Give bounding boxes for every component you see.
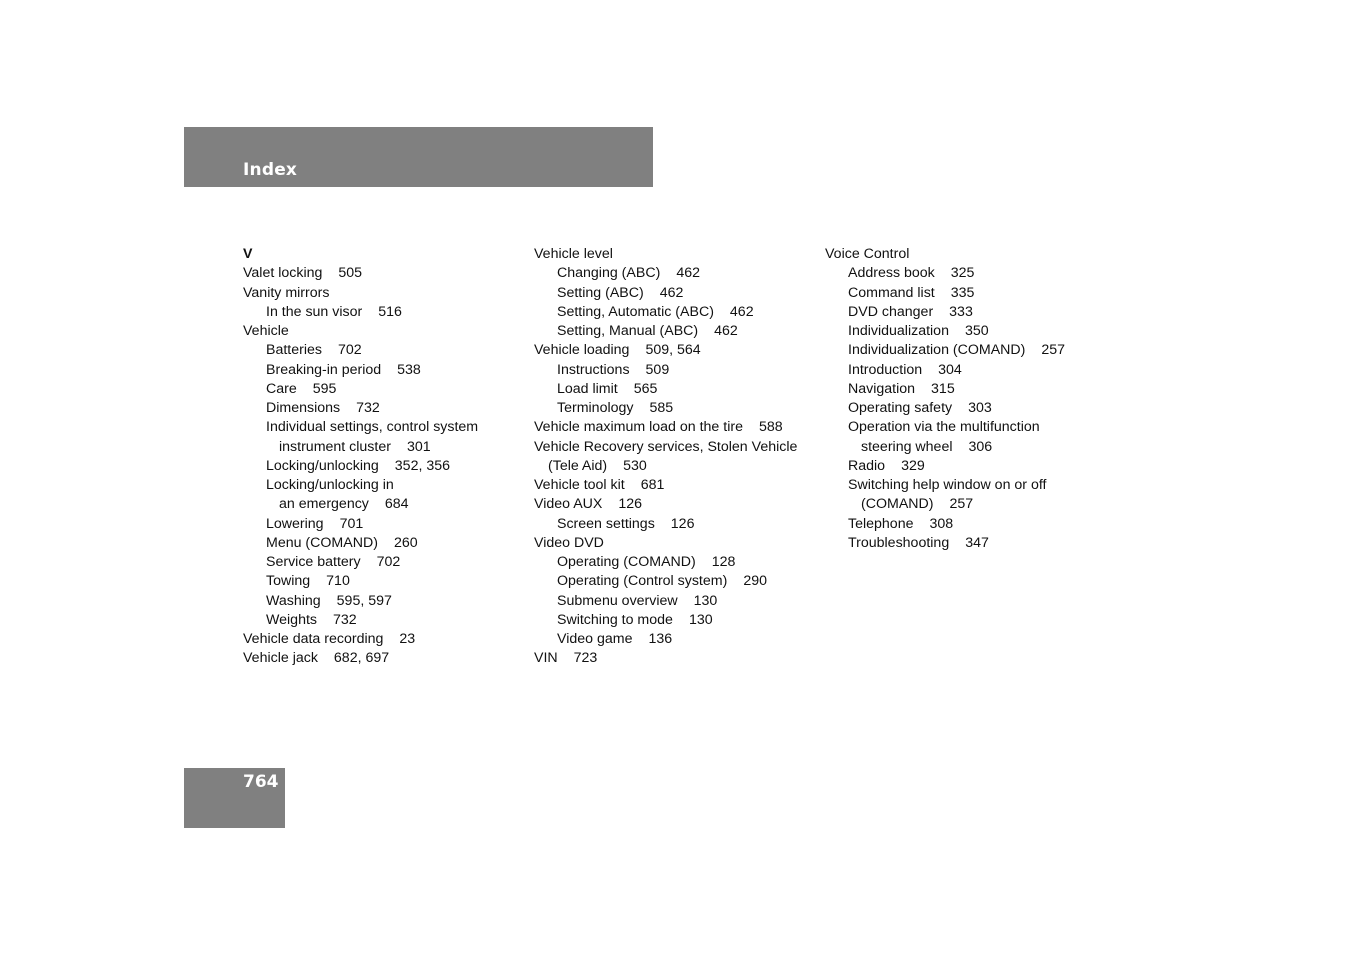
entry-text: Instructions (557, 361, 630, 378)
entry-text: Batteries (266, 342, 322, 359)
page-ref: 126 (670, 515, 695, 532)
page-ref: 509, 564 (645, 342, 701, 359)
page-ref: 684 (384, 496, 409, 513)
header-bar (184, 127, 653, 187)
entry-text: Dimensions (266, 400, 341, 416)
entry-text: Vehicle maximum load on the tire (534, 419, 743, 436)
index-column-2 (534, 245, 797, 669)
page-ref: 352, 356 (394, 457, 451, 474)
index-subentry (825, 341, 1065, 360)
entry-text: instrument cluster (279, 438, 391, 455)
page-ref: 538 (397, 361, 421, 378)
page-ref: 462 (729, 303, 754, 320)
page-ref: 682, 697 (333, 650, 390, 667)
index-subentry (243, 592, 478, 611)
page-number: 764 (243, 772, 279, 792)
entry-text: Vehicle loading (534, 342, 630, 359)
index-subentry (534, 361, 797, 380)
page-ref: 303 (968, 400, 992, 416)
page-ref: 723 (573, 650, 598, 667)
index-subentry (534, 553, 797, 572)
entry-text: Switching help window on or off (848, 477, 1047, 493)
index-subentry (825, 515, 1065, 534)
entry-text: Breaking-in period (266, 361, 382, 378)
page-ref: 290 (743, 573, 767, 590)
index-entry (243, 630, 478, 649)
page-title: Index (243, 160, 298, 180)
index-letter-heading: V (243, 246, 253, 262)
entry-text: Vehicle (243, 323, 289, 339)
entry-text: Vanity mirrors (243, 284, 330, 301)
page-ref: 315 (931, 380, 955, 397)
page-ref: 702 (338, 342, 362, 359)
index-entry (534, 418, 797, 437)
index-subentry (243, 534, 478, 553)
entry-text: Vehicle Recovery services, Stolen Vehicle (534, 438, 798, 455)
entry-text: Vehicle jack (243, 650, 318, 667)
page-ref: 732 (356, 400, 380, 416)
entry-text: Individualization (COMAND) (848, 342, 1026, 359)
entry-text: Command list (848, 284, 935, 301)
page-ref: 260 (393, 534, 418, 551)
entry-text: Operating (Control system) (557, 573, 728, 590)
index-entry (534, 649, 797, 668)
entry-text: Submenu overview (557, 592, 678, 609)
entry-text: Vehicle data recording (243, 631, 384, 647)
entry-text: Load limit (557, 380, 618, 397)
entry-text: Operation via the multifunction (848, 419, 1040, 436)
entry-text: Operating (COMAND) (557, 554, 696, 570)
entry-text: Vehicle tool kit (534, 477, 625, 493)
index-entry-continuation (534, 457, 797, 476)
index-subentry (825, 361, 1065, 380)
page-ref: 505 (338, 265, 363, 282)
index-subentry (825, 284, 1065, 303)
index-entry (243, 264, 478, 283)
index-column-3 (825, 245, 1065, 553)
page-ref: 333 (949, 303, 973, 320)
index-subentry (825, 534, 1065, 553)
index-entry (534, 341, 797, 360)
entry-text: Care (266, 380, 297, 397)
index-subentry (243, 515, 478, 534)
entry-text: Individualization (848, 323, 949, 339)
index-entry (534, 438, 797, 457)
entry-text: Weights (266, 611, 317, 628)
index-entry (534, 476, 797, 495)
page-ref: 462 (676, 265, 700, 282)
page-ref: 306 (968, 438, 993, 455)
page-ref: 462 (659, 284, 684, 301)
entry-text: Valet locking (243, 265, 323, 282)
entry-text: Vehicle level (534, 246, 613, 262)
page-ref: 335 (950, 284, 975, 301)
index-subentry (243, 380, 478, 399)
index-column-1 (243, 245, 478, 669)
page-ref: 595 (312, 380, 337, 397)
index-subentry (825, 303, 1065, 322)
entry-text: (COMAND) (861, 496, 934, 513)
entry-text: Lowering (266, 515, 324, 532)
index-subentry (534, 630, 797, 649)
page-ref: 702 (376, 554, 401, 570)
entry-text: Locking/unlocking in (266, 477, 394, 493)
entry-text: Operating safety (848, 400, 953, 416)
entry-text: Address book (848, 265, 935, 282)
index-subentry (825, 418, 1065, 437)
entry-text: Switching to mode (557, 611, 673, 628)
page-number-box (184, 768, 285, 828)
entry-text: Service battery (266, 554, 361, 570)
entry-text: VIN (534, 650, 558, 667)
page-ref: 681 (640, 477, 665, 493)
entry-text: Changing (ABC) (557, 265, 661, 282)
index-subentry (243, 457, 478, 476)
entry-text: DVD changer (848, 303, 934, 320)
page-ref: 516 (378, 303, 402, 320)
index-subentry (243, 361, 478, 380)
index-subentry (243, 303, 478, 322)
page-ref: 308 (929, 515, 954, 532)
index-subentry (825, 399, 1065, 418)
entry-text: Voice Control (825, 246, 910, 262)
index-subentry (534, 264, 797, 283)
index-subentry (243, 553, 478, 572)
index-subentry (825, 380, 1065, 399)
index-subentry (534, 572, 797, 591)
index-subentry (243, 572, 478, 591)
entry-text: Menu (COMAND) (266, 534, 378, 551)
index-subentry (243, 611, 478, 630)
entry-text: Telephone (848, 515, 914, 532)
entry-text: (Tele Aid) (548, 457, 608, 474)
page-ref: 509 (645, 361, 670, 378)
entry-text: Troubleshooting (848, 534, 950, 551)
entry-text: Video DVD (534, 534, 604, 551)
page-ref: 530 (623, 457, 647, 474)
index-subentry (534, 515, 797, 534)
index-subentry (534, 380, 797, 399)
page-ref: 257 (949, 496, 974, 513)
page-ref: 350 (964, 323, 989, 339)
index-subentry-continuation (825, 495, 1065, 514)
entry-text: Radio (848, 457, 886, 474)
index-entry (243, 649, 478, 668)
page-ref: 128 (711, 554, 736, 570)
page-ref: 304 (938, 361, 962, 378)
entry-text: Washing (266, 592, 321, 609)
page-ref: 325 (950, 265, 975, 282)
index-entry (825, 245, 1065, 264)
page-ref: 588 (758, 419, 783, 436)
entry-text: Setting (ABC) (557, 284, 644, 301)
index-subentry-continuation (825, 438, 1065, 457)
index-subentry (825, 322, 1065, 341)
entry-text: Video game (557, 631, 633, 647)
page-ref: 329 (901, 457, 925, 474)
index-subentry (243, 476, 478, 495)
index-subentry (825, 264, 1065, 283)
entry-text: In the sun visor (266, 303, 363, 320)
entry-text: Towing (266, 573, 311, 590)
index-subentry (534, 399, 797, 418)
entry-text: Navigation (848, 380, 916, 397)
page-ref: 701 (339, 515, 364, 532)
entry-text: Terminology (557, 400, 634, 416)
page-ref: 301 (406, 438, 431, 455)
entry-text: steering wheel (861, 438, 953, 455)
entry-text: Locking/unlocking (266, 457, 379, 474)
page-ref: 462 (714, 323, 738, 339)
entry-text: Setting, Automatic (ABC) (557, 303, 714, 320)
index-subentry (243, 399, 478, 418)
index-subentry (534, 611, 797, 630)
index-entry (534, 495, 797, 514)
entry-text: Introduction (848, 361, 923, 378)
index-entry (243, 322, 478, 341)
entry-text: Setting, Manual (ABC) (557, 323, 699, 339)
index-subentry (243, 341, 478, 360)
index-entry (243, 284, 478, 303)
page-ref: 23 (399, 631, 416, 647)
entry-text: Video AUX (534, 496, 603, 513)
index-subentry (534, 284, 797, 303)
index-subentry (825, 457, 1065, 476)
page-ref: 710 (326, 573, 350, 590)
page-ref: 130 (693, 592, 718, 609)
page-ref: 732 (333, 611, 357, 628)
page-ref: 565 (633, 380, 658, 397)
page-ref: 585 (649, 400, 674, 416)
index-subentry-continuation (243, 495, 478, 514)
index-subentry (534, 592, 797, 611)
page-ref: 136 (648, 631, 673, 647)
index-subentry-continuation (243, 438, 478, 457)
entry-text: an emergency (279, 496, 369, 513)
entry-text: Individual settings, control system (266, 419, 479, 436)
entry-text: Screen settings (557, 515, 655, 532)
page-ref: 257 (1041, 342, 1066, 359)
index-entry (534, 534, 797, 553)
index-subentry (534, 322, 797, 341)
page-ref: 126 (618, 496, 643, 513)
index-subentry (534, 303, 797, 322)
page-ref: 347 (965, 534, 989, 551)
page-ref: 595, 597 (336, 592, 392, 609)
page-ref: 130 (688, 611, 713, 628)
index-subentry (243, 418, 478, 437)
index-entry (534, 245, 797, 264)
index-subentry (825, 476, 1065, 495)
